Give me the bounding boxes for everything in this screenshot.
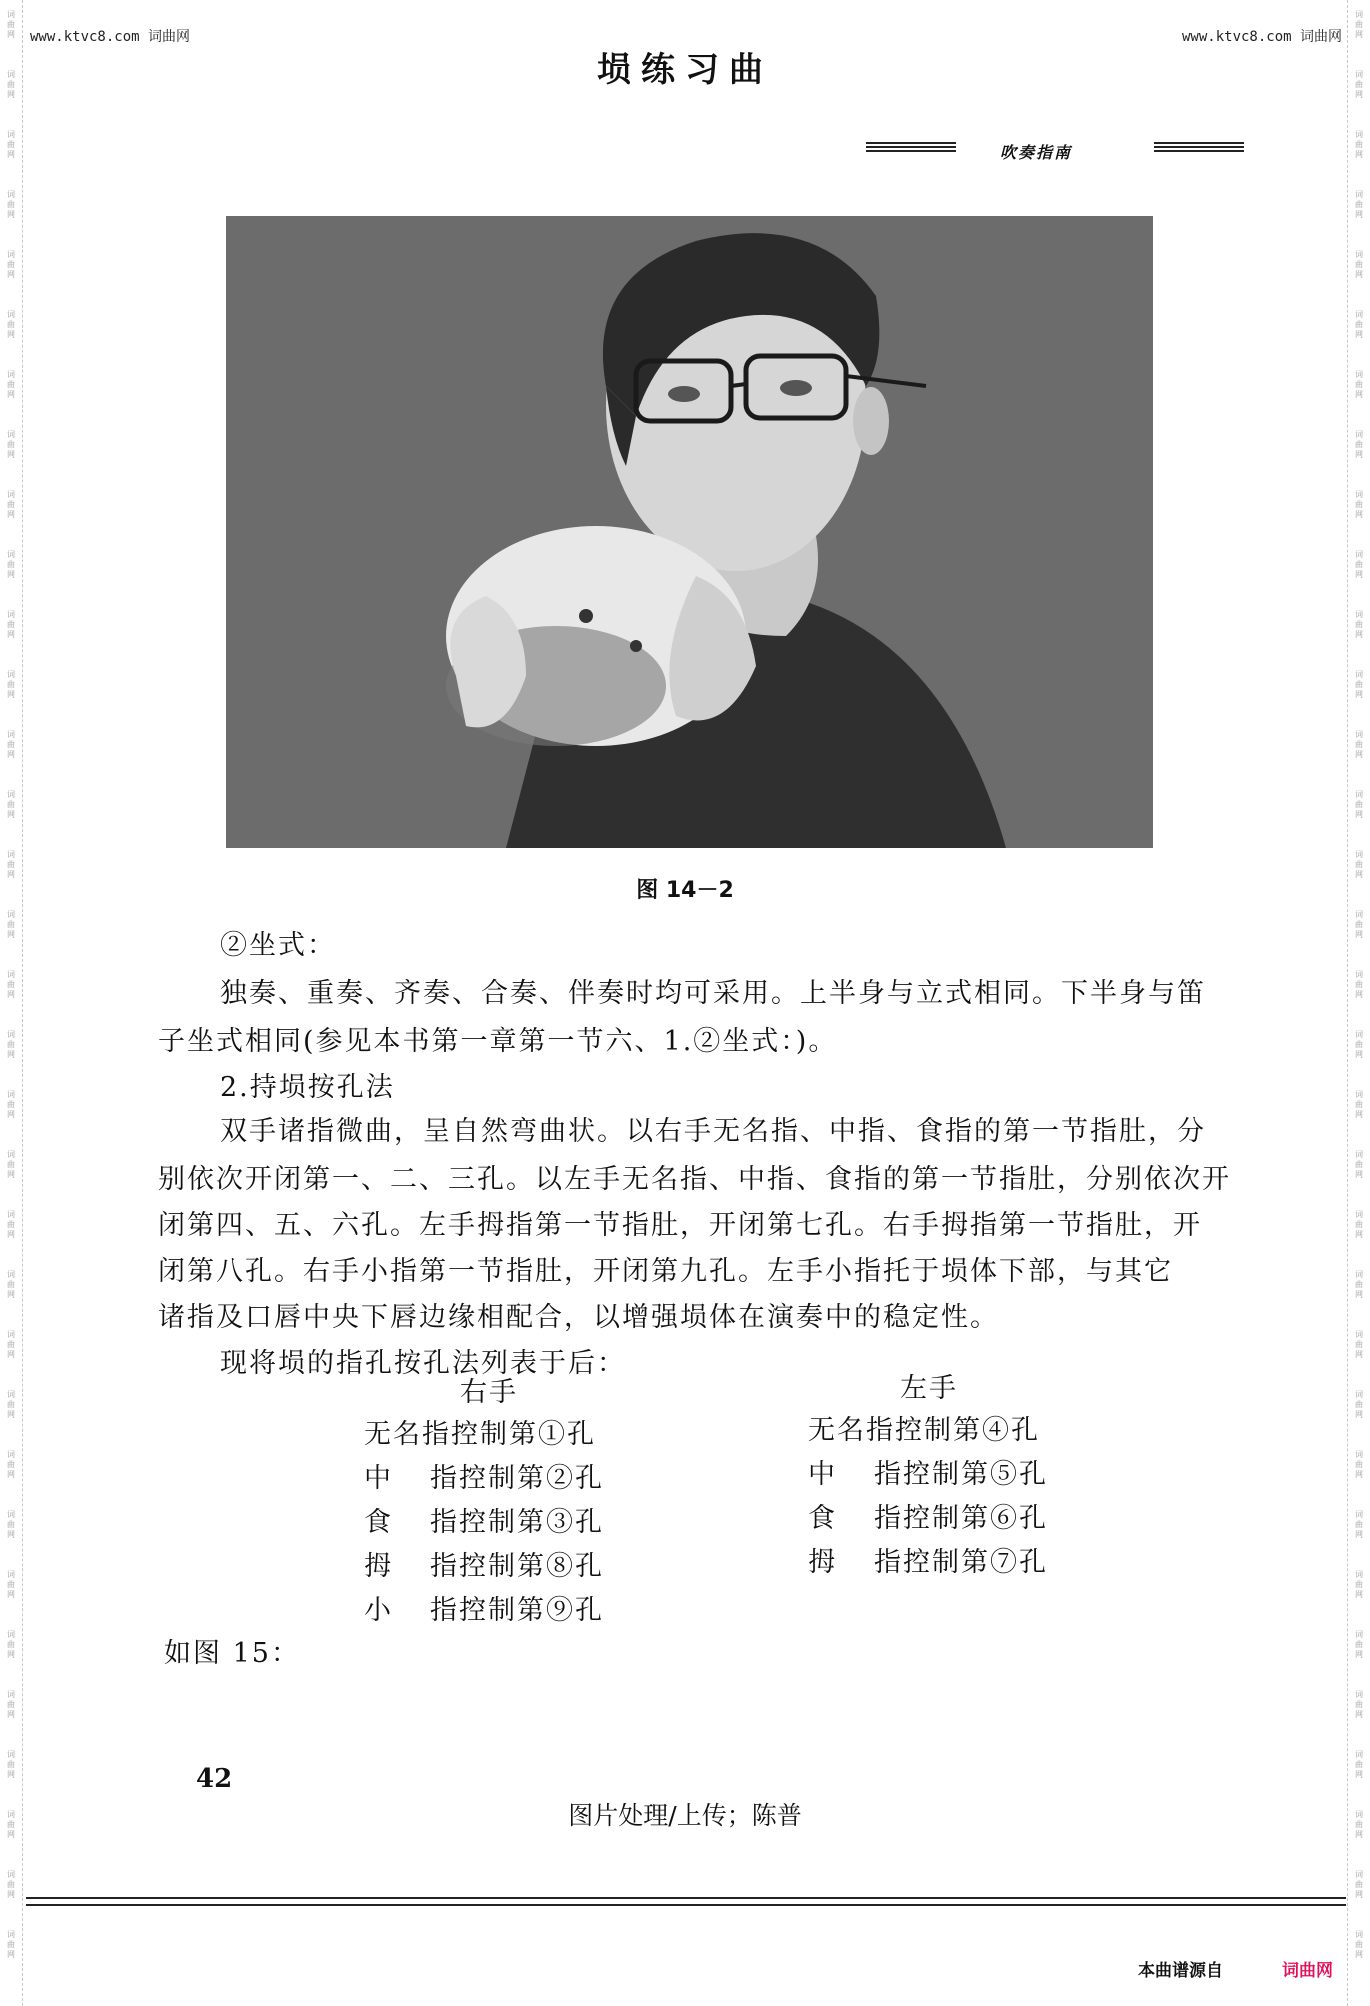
side-watermark: 词曲网: [1355, 10, 1363, 39]
side-watermark: 词曲网: [7, 490, 15, 519]
method-line-4: 闭第八孔。右手小指第一节指肚，开闭第九孔。左手小指托于埙体下部，与其它: [158, 1256, 1173, 1287]
table-intro: 现将埙的指孔按孔法列表于后：: [220, 1348, 626, 1379]
photo-illustration: [226, 216, 1153, 848]
method-line-1: 双手诸指微曲，呈自然弯曲状。以右手无名指、中指、食指的第一节指肚，分: [220, 1116, 1206, 1147]
left-row: [808, 1408, 1040, 1447]
sitting-text-line-2: 子坐式相同(参见本书第一章第一节六、1.②坐式：)。: [158, 1026, 838, 1057]
side-watermark: 词曲网: [7, 370, 15, 399]
right-row: [364, 1544, 604, 1583]
method-line-2: 别依次开闭第一、二、三孔。以左手无名指、中指、食指的第一节指肚，分别依次开: [158, 1164, 1231, 1195]
side-watermark: 词曲网: [1355, 610, 1363, 639]
right-row: [364, 1412, 596, 1451]
side-watermark: 词曲网: [1355, 550, 1363, 579]
side-watermark: 词曲网: [1355, 130, 1363, 159]
section-label: 吹奏指南: [1000, 143, 1073, 162]
finger-control: 指控制第②孔: [430, 1463, 604, 1494]
sitting-heading: ②坐式：: [220, 930, 336, 961]
side-watermark: 词曲网: [7, 430, 15, 459]
side-watermark: 词曲网: [1355, 1930, 1363, 1959]
see-figure-note: 如图 15：: [164, 1638, 300, 1669]
side-watermark: 词曲网: [7, 10, 15, 39]
finger-name: 中: [808, 1459, 837, 1490]
side-watermark: 词曲网: [7, 1690, 15, 1719]
finger-name: 拇: [364, 1551, 393, 1582]
side-watermark: 词曲网: [7, 1270, 15, 1299]
upload-credit: 图片处理/上传；陈普: [568, 1801, 802, 1830]
side-watermark: 词曲网: [7, 1630, 15, 1659]
method-heading: 2.持埙按孔法: [220, 1072, 395, 1103]
left-row: [808, 1540, 1048, 1579]
side-watermark: 词曲网: [7, 1450, 15, 1479]
side-watermark: 词曲网: [1355, 490, 1363, 519]
right-row: [364, 1500, 604, 1539]
side-watermark: 词曲网: [7, 190, 15, 219]
side-watermark: 词曲网: [7, 1030, 15, 1059]
source-label: 本曲谱源自: [1138, 1961, 1223, 1981]
side-watermark: 词曲网: [7, 130, 15, 159]
header-rule-left: [866, 142, 956, 156]
side-watermark: 词曲网: [7, 1330, 15, 1359]
right-hand-heading: 右手: [460, 1377, 518, 1408]
finger-control: 指控制第⑥孔: [874, 1503, 1048, 1534]
finger-name: 食: [364, 1507, 393, 1538]
side-watermark: 词曲网: [7, 1810, 15, 1839]
side-watermark: 词曲网: [1355, 970, 1363, 999]
right-row: [364, 1456, 604, 1495]
finger-name: 中: [364, 1463, 393, 1494]
site-url-right[interactable]: www.ktvc8.com 词曲网: [1182, 29, 1343, 45]
side-watermark: 词曲网: [1355, 1750, 1363, 1779]
finger-name: 小: [364, 1595, 393, 1626]
side-watermark: 词曲网: [1355, 1150, 1363, 1179]
right-margin-strip: [1347, 0, 1370, 2006]
side-watermark: 词曲网: [7, 1870, 15, 1899]
side-watermark: 词曲网: [1355, 1090, 1363, 1119]
side-watermark: 词曲网: [7, 1570, 15, 1599]
side-watermark: 词曲网: [7, 1090, 15, 1119]
side-watermark: 词曲网: [7, 1750, 15, 1779]
side-watermark: 词曲网: [1355, 910, 1363, 939]
finger-name: 无名: [364, 1419, 422, 1450]
side-watermark: 词曲网: [7, 790, 15, 819]
side-watermark: 词曲网: [1355, 310, 1363, 339]
performer-photo: [226, 216, 1153, 848]
brand-link[interactable]: 词曲网: [1282, 1961, 1333, 1981]
header-rule-right: [1154, 142, 1244, 156]
side-watermark: 词曲网: [1355, 730, 1363, 759]
site-url-left[interactable]: www.ktvc8.com 词曲网: [30, 29, 191, 45]
right-row: [364, 1588, 604, 1627]
left-margin-strip: [0, 0, 23, 2006]
finger-control: 指控制第⑤孔: [874, 1459, 1048, 1490]
side-watermark: 词曲网: [1355, 1270, 1363, 1299]
side-watermark: 词曲网: [7, 1210, 15, 1239]
side-watermark: 词曲网: [1355, 1210, 1363, 1239]
side-watermark: 词曲网: [1355, 670, 1363, 699]
side-watermark: 词曲网: [1355, 1510, 1363, 1539]
side-watermark: 词曲网: [1355, 190, 1363, 219]
side-watermark: 词曲网: [7, 970, 15, 999]
method-line-3: 闭第四、五、六孔。左手拇指第一节指肚，开闭第七孔。右手拇指第一节指肚，开: [158, 1210, 1202, 1241]
side-watermark: 词曲网: [7, 730, 15, 759]
finger-control: 指控制第⑧孔: [430, 1551, 604, 1582]
side-watermark: 词曲网: [1355, 1450, 1363, 1479]
footer-rule-top: [26, 1897, 1346, 1899]
finger-control: 指控制第③孔: [430, 1507, 604, 1538]
finger-name: 无名: [808, 1415, 866, 1446]
side-watermark: 词曲网: [7, 850, 15, 879]
side-watermark: 词曲网: [1355, 1810, 1363, 1839]
finger-name: 拇: [808, 1547, 837, 1578]
finger-control: 指控制第①孔: [422, 1419, 596, 1450]
side-watermark: 词曲网: [7, 250, 15, 279]
side-watermark: 词曲网: [7, 310, 15, 339]
side-watermark: 词曲网: [7, 1390, 15, 1419]
side-watermark: 词曲网: [1355, 790, 1363, 819]
sitting-text-line-1: 独奏、重奏、齐奏、合奏、伴奏时均可采用。上半身与立式相同。下半身与笛: [220, 978, 1206, 1009]
side-watermark: 词曲网: [1355, 1870, 1363, 1899]
side-watermark: 词曲网: [7, 70, 15, 99]
side-watermark: 词曲网: [1355, 850, 1363, 879]
side-watermark: 词曲网: [7, 550, 15, 579]
left-row: [808, 1496, 1048, 1535]
side-watermark: 词曲网: [1355, 1390, 1363, 1419]
finger-control: 指控制第⑨孔: [430, 1595, 604, 1626]
side-watermark: 词曲网: [1355, 1690, 1363, 1719]
side-watermark: 词曲网: [7, 1510, 15, 1539]
page-number: 42: [196, 1764, 233, 1794]
left-hand-heading: 左手: [900, 1373, 958, 1404]
side-watermark: 词曲网: [7, 610, 15, 639]
footer-rule-bottom: [26, 1904, 1346, 1906]
side-watermark: 词曲网: [1355, 1630, 1363, 1659]
side-watermark: 词曲网: [7, 910, 15, 939]
finger-name: 食: [808, 1503, 837, 1534]
side-watermark: 词曲网: [1355, 430, 1363, 459]
finger-control: 指控制第⑦孔: [874, 1547, 1048, 1578]
side-watermark: 词曲网: [7, 1930, 15, 1959]
finger-control: 指控制第④孔: [866, 1415, 1040, 1446]
page-title: 埙练习曲: [597, 50, 773, 90]
side-watermark: 词曲网: [1355, 250, 1363, 279]
side-watermark: 词曲网: [1355, 370, 1363, 399]
side-watermark: 词曲网: [1355, 70, 1363, 99]
side-watermark: 词曲网: [1355, 1570, 1363, 1599]
left-row: [808, 1452, 1048, 1491]
side-watermark: 词曲网: [7, 670, 15, 699]
side-watermark: 词曲网: [1355, 1030, 1363, 1059]
side-watermark: 词曲网: [7, 1150, 15, 1179]
figure-caption: 图 14－2: [636, 878, 734, 903]
side-watermark: 词曲网: [1355, 1330, 1363, 1359]
method-line-5: 诸指及口唇中央下唇边缘相配合，以增强埙体在演奏中的稳定性。: [158, 1302, 999, 1333]
